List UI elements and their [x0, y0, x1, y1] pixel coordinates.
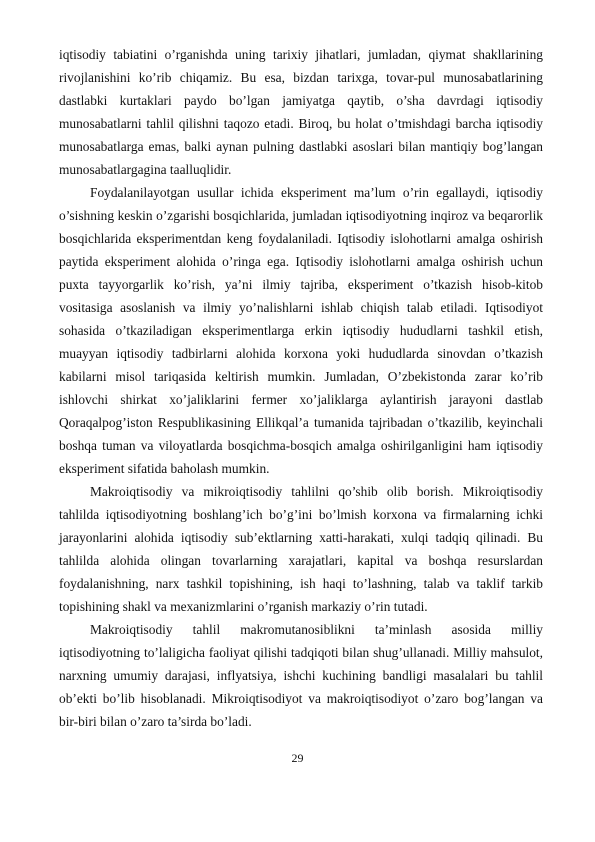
page-number: 29	[291, 751, 304, 765]
body-text	[59, 43, 543, 733]
paragraph-experiment: Foydalanilayotgan usullar ichida eksperiment ma’lum o’rin egallaydi, iqtisodiy o’sishning keskin o’zgarishi bosqichlarida, jumladan iqtisodiyotning inqiroz va beqarorlik bosqichlarida eksperimentdan keng foydalaniladi. Iqtisodiy islohotlarni amalga oshirish paytida eksperiment alohida o’ringa ega. Iqtisodiy islohotlarni amalga oshirish uchun puxta tayyorgarlik ko’rish, ya’ni ilmiy tajriba, eksperiment o’tkazish hisob-kitob vositasiga asoslanish va ilmiy yo’nalishlarni ishlab chiqish talab etiladi. Iqtisodiyot sohasida o’tkaziladigan eksperimentlarga erkin iqtisodiy hududlarni tashkil etish, muayyan iqtisodiy tadbirlarni alohida korxona yoki hududlarda sinovdan o’tkazish kabilarni misol tariqasida keltirish mumkin. Jumladan, O’zbekistonda zarar ko’rib ishlovchi shirkat xo’jaliklarini fermer xo’jaliklarga aylantirish jarayoni dastlab Qoraqalpog’iston Respublikasining Ellikqal’a tumanida tajribadan o’tkazilib, keyinchali boshqa tuman va viloyatlarda bosqichma-bosqich amalga oshirilganligini ham iqtisodiy eksperiment sifatida baholash mumkin.	[59, 185, 543, 476]
paragraph-micro-macro-analysis: Makroiqtisodiy va mikroiqtisodiy tahlilni qo’shib olib borish. Mikroiqtisodiy tahlilda iqtisodiyotning boshlang’ich bo’g’ini bo’lmish korxona va firmalarning ichki jarayonlarini alohida iqtisodiy sub’ektlarning xatti-harakati, xulqi tadqiq qilinadi. Bu tahlilda alohida olingan tovarlarning xarajatlari, kapital va boshqa resurslardan foydalanishning, narx tashkil topishining, ish haqi to’lashning, talab va taklif tarkib topishining shakl va mexanizmlarini o’rganish markaziy o’rin tutadi.	[59, 484, 543, 614]
paragraph-continuation: iqtisodiy tabiatini o’rganishda uning tarixiy jihatlari, jumladan, qiymat shakllarining rivojlanishini ko’rib chiqamiz. Bu esa, bizdan tarixga, tovar-pul munosabatlarining dastlabki kurtaklari paydo bo’lgan jamiyatga qaytib, o’sha davrdagi iqtisodiy munosabatlarni tahlil qilishni taqozo etadi. Biroq, bu holat o’tmishdagi barcha iqtisodiy munosabatlarga emas, balki aynan pulning dastlabki asoslari bilan mantiqiy bog’langan munosabatlargagina taalluqlidir.	[59, 47, 543, 177]
paragraph-macro-analysis: Makroiqtisodiy tahlil makromutanosiblikni ta’minlash asosida milliy iqtisodiyotning to’laligicha faoliyat qilishi tadqiqoti bilan shug’ullanadi. Milliy mahsulot, narxning umumiy darajasi, inflyatsiya, ishchi kuchining bandligi masalalari bu tahlil ob’ekti bo’lib hisoblanadi. Mikroiqtisodiyot va makroiqtisodiyot o’zaro bog’langan va bir-biri bilan o’zaro ta’sirda bo’ladi.	[59, 622, 543, 729]
